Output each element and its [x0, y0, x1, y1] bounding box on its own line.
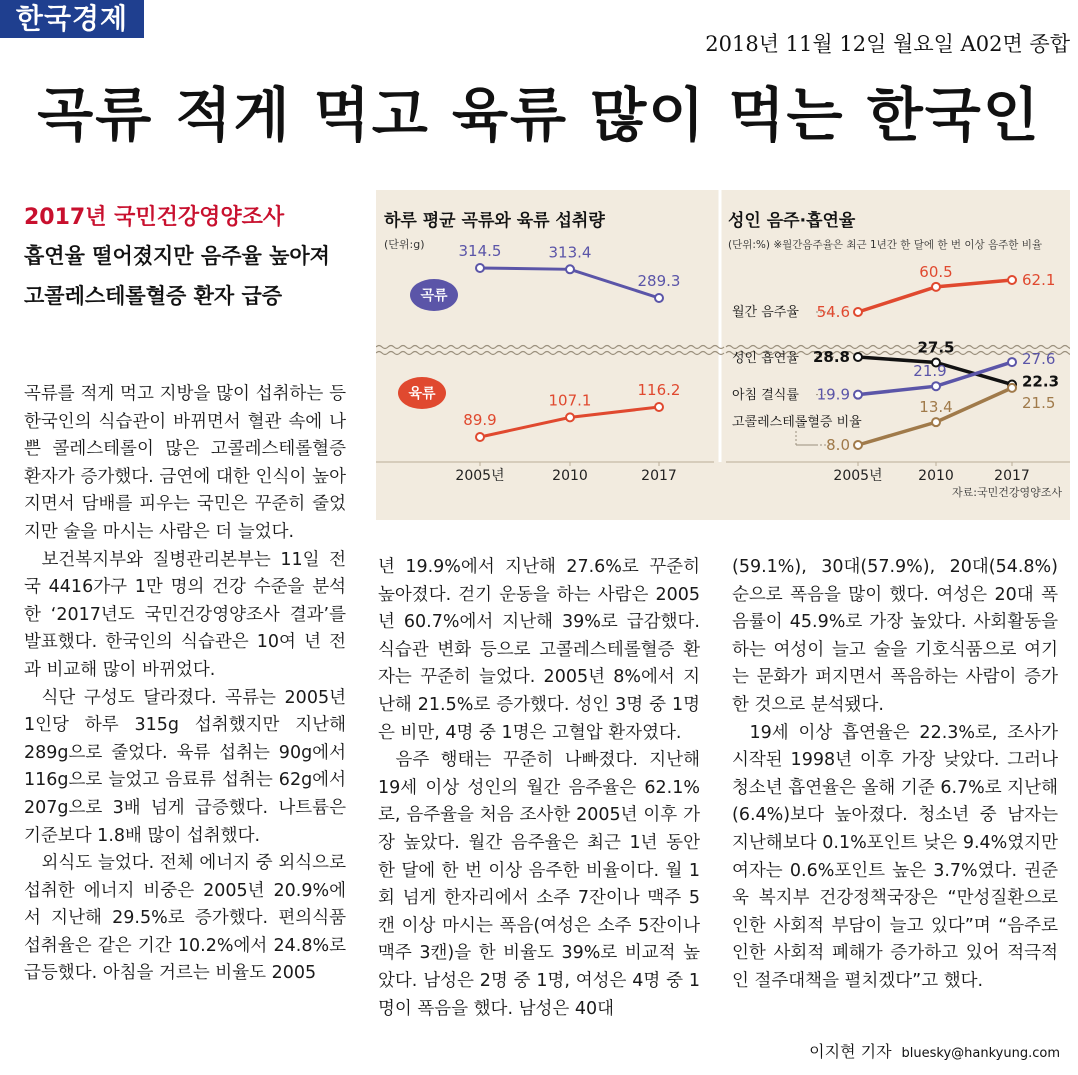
data-point [932, 283, 940, 291]
headline: 곡류 적게 먹고 육류 많이 먹는 한국인 [37, 81, 1041, 149]
data-label: 21.9 [913, 362, 947, 381]
subhead-1: 흡연율 떨어졌지만 음주율 높아져 [24, 244, 330, 268]
newspaper-logo: 한국경제 [0, 0, 144, 38]
paragraph: 년 19.9%에서 지난해 27.6%로 꾸준히 높아졌다. 걷기 운동을 하는 사람은 2005년 60.7%에서 지난해 39%로 급감했다. 식습관 변화 등으로 고콜레스테롤혈증 환자는 꾸준히 늘었다. 2005년 8%에서 지난해 21.5%로 증가했다. 성인 3명 중 1명은 비만, 4명 중 1명은 고혈압 환자였다. [378, 557, 700, 743]
data-label-meat: 89.9 [463, 411, 497, 429]
data-point [854, 441, 862, 449]
data-point-grain [655, 294, 663, 302]
article-column-3 [732, 554, 1058, 996]
data-label: 13.4 [919, 398, 953, 417]
paragraph: 외식도 늘었다. 전체 에너지 중 외식으로 섭취한 에너지 비중은 2005년 20.9%에서 지난해 29.5%로 증가했다. 편의식품 섭취율은 같은 기간 10.2%에서 24.8%로 급등했다. 아침을 거르는 비율도 2005 [24, 853, 346, 984]
data-label: 28.8 [812, 348, 850, 366]
data-point-meat [655, 403, 663, 411]
paragraph: (59.1%), 30대(57.9%), 20대(54.8%) 순으로 폭음을 많이 했다. 여성은 20대 폭음률이 45.9%로 가장 높았다. 사회활동을 하는 여성이 늘고 술을 기호식품으로 여기는 문화가 퍼지면서 폭음하는 사람이 증가한 것으로 분석됐다. [732, 557, 1058, 715]
data-label: 8.0 [826, 436, 850, 454]
series-badge-label: 곡류 [420, 288, 448, 304]
x-tick-label: 2010 [552, 468, 588, 484]
data-point [854, 391, 862, 399]
reporter-name: 이지현 기자 [809, 1042, 892, 1061]
data-point [1008, 276, 1016, 284]
data-label-grain: 314.5 [458, 242, 502, 260]
data-label-grain: 313.4 [548, 243, 592, 262]
paragraph: 음주 행태는 꾸준히 나빠졌다. 지난해 19세 이상 성인의 월간 음주율은 62.1%로, 음주율을 처음 조사한 2005년 이후 가장 높았다. 월간 음주율은 최근 1년 동안 한 달에 한 번 이상 음주한 비율이다. 월 1회 넘게 한자리에서 소주 7잔이나 맥주 5캔 이상 마시는 폭음(여성은 소주 5잔이나 맥주 3캔)을 한 비율도 39%로 비교적 높았다. 남성은 2명 중 1명, 여성은 4명 중 1명이 폭음을 했다. 남성은 40대 [378, 750, 700, 1019]
chart-title: 하루 평균 곡류와 육류 섭취량 [384, 211, 605, 231]
data-label: 21.5 [1022, 393, 1056, 412]
series-label: 고콜레스테롤혈증 비율 [732, 415, 862, 430]
unit-note: (단위:g) [384, 238, 425, 251]
data-label-grain: 289.3 [637, 272, 681, 290]
series-label: 성인 흡연율 [732, 351, 799, 366]
axis-break-wave [376, 346, 724, 349]
byline [809, 1039, 1060, 1062]
paragraph: 식단 구성도 달라졌다. 곡류는 2005년 1인당 하루 315g 섭취했지만 지난해 289g으로 줄었다. 육류 섭취는 90g에서 116g으로 늘었고 음료류 섭취는 62g에서 207g으로 3배 넘게 급증했다. 나트륨은 기준보다 1.8배 많이 섭취했다. [24, 687, 346, 846]
data-point [1008, 358, 1016, 366]
data-point-grain [566, 265, 574, 273]
data-point-grain [476, 264, 484, 272]
source-note: 자료:국민건강영양조사 [952, 486, 1062, 499]
data-label: 27.6 [1022, 350, 1056, 369]
data-label: 27.5 [917, 338, 955, 357]
data-label: 62.1 [1022, 271, 1056, 289]
subhead-2: 고콜레스테롤혈증 환자 급증 [24, 284, 283, 308]
dateline: 2018년 11월 12일 월요일 A02면 종합 [705, 32, 1070, 56]
data-point [932, 418, 940, 426]
series-label: 월간 음주율 [732, 305, 799, 320]
x-tick-label: 2010 [918, 468, 954, 484]
data-label: 22.3 [1022, 372, 1060, 391]
data-point-meat [476, 433, 484, 441]
series-label: 아침 결식률 [732, 388, 799, 403]
paragraph: 보건복지부와 질병관리본부는 11일 전국 4416가구 1만 명의 건강 수준을 분석한 ‘2017년도 국민건강영양조사 결과’를 발표했다. 한국인의 식습관은 10여 년 전과 비교해 많이 바뀌었다. [24, 549, 346, 680]
series-badge-label: 육류 [408, 386, 436, 402]
article-column-2 [378, 554, 700, 1023]
series-line [858, 388, 1012, 445]
x-tick-label: 2005년 [833, 468, 883, 484]
data-point-meat [566, 413, 574, 421]
unit-note: (단위:%) ※월간음주율은 최근 1년간 한 달에 한 번 이상 음주한 비율 [728, 239, 1042, 251]
data-point [854, 308, 862, 316]
data-point [1008, 384, 1016, 392]
kicker: 2017년 국민건강영양조사 [24, 205, 285, 230]
x-tick-label: 2005년 [455, 468, 505, 484]
infographic-panel [376, 190, 1070, 520]
axis-break-wave [376, 352, 724, 355]
article-column-1 [24, 381, 346, 988]
x-tick-label: 2017 [641, 468, 677, 484]
x-tick-label: 2017 [994, 468, 1030, 484]
axis-break-wave [726, 346, 1070, 349]
data-label: 60.5 [919, 262, 953, 281]
reporter-email: bluesky@hankyung.com [901, 1046, 1060, 1061]
chart-title: 성인 음주·흡연율 [728, 211, 856, 231]
leader-line [796, 431, 816, 445]
data-label: 19.9 [816, 385, 850, 404]
data-label-meat: 107.1 [548, 391, 592, 410]
paragraph: 곡류를 적게 먹고 지방을 많이 섭취하는 등 한국인의 식습관이 바뀌면서 혈관 속에 나쁜 콜레스테롤이 많은 고콜레스테롤혈증 환자가 증가했다. 금연에 대한 인식이 높아지면서 담배를 피우는 국민은 꾸준히 줄었지만 술을 마시는 사람은 더 늘었다. [24, 384, 346, 542]
data-label-meat: 116.2 [637, 381, 681, 399]
paragraph: 19세 이상 흡연율은 22.3%로, 조사가 시작된 1998년 이후 가장 낮았다. 그러나 청소년 흡연율은 올해 기준 6.7%로 지난해(6.4%)보다 높아졌다. 청소년 중 남자는 지난해보다 0.1%포인트 낮은 9.4%였지만 여자는 0.6%포인트 높은 3.7%였다. 권준욱 복지부 건강정책국장은 “만성질환으로 인한 사회적 부담이 늘고 있다”며 “음주로 인한 사회적 폐해가 증가하고 있어 적극적인 절주대책을 펼치겠다”고 했다. [732, 722, 1058, 991]
data-point [854, 353, 862, 361]
data-label: 54.6 [816, 303, 850, 321]
data-point [932, 382, 940, 390]
